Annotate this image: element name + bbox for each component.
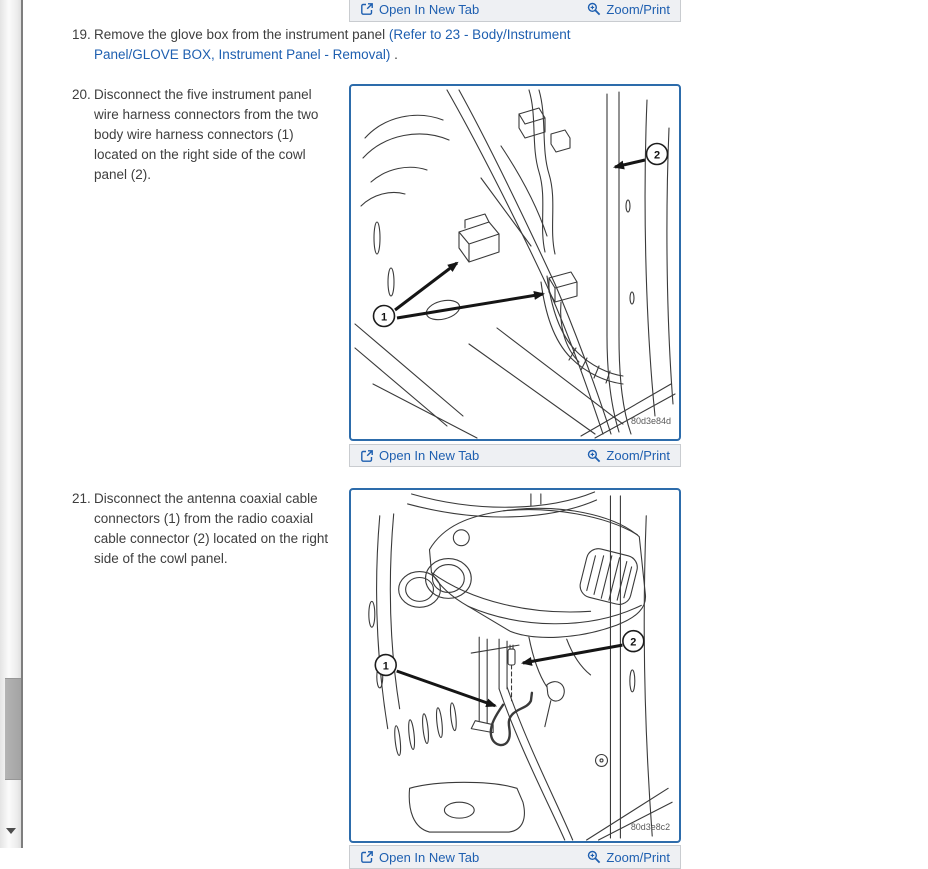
step-20	[72, 85, 326, 185]
step-21	[72, 489, 346, 569]
step-text	[72, 25, 617, 65]
zoom-in-icon	[587, 449, 601, 463]
open-in-new-tab-label: Open In New Tab	[379, 1, 480, 17]
figure-cowl-harness-connectors	[349, 84, 681, 441]
zoom-print-label: Zoom/Print	[606, 1, 670, 17]
zoom-print-link[interactable]	[587, 2, 670, 17]
refer-to-link[interactable]: (Refer to 23 - Body/Instrument Panel/GLOVE BOX, Instrument Panel - Removal)	[94, 27, 571, 62]
vertical-scrollbar[interactable]	[0, 0, 23, 848]
step-number: 19.	[72, 27, 91, 42]
step-19	[72, 25, 617, 65]
scrollbar-down-arrow[interactable]	[6, 828, 16, 834]
open-in-new-tab-icon	[360, 449, 374, 463]
open-in-new-tab-icon	[360, 850, 374, 864]
cowl-harness-illustration	[351, 86, 679, 439]
step-19-text: Remove the glove box from the instrument panel	[94, 27, 389, 42]
zoom-in-icon	[587, 850, 601, 864]
figure-toolbar-top	[349, 0, 681, 22]
zoom-print-label: Zoom/Print	[606, 448, 670, 463]
figure-code: 80d3e8c2	[630, 822, 671, 833]
figure-code: 80d3e84d	[630, 416, 671, 426]
callout-2-label: 2	[653, 149, 661, 162]
zoom-print-link[interactable]	[587, 850, 670, 865]
callout-2-label: 2	[630, 636, 637, 649]
scrollbar-thumb[interactable]	[5, 678, 21, 780]
figure-callouts	[375, 631, 643, 676]
zoom-print-link[interactable]	[587, 448, 670, 463]
zoom-in-icon	[587, 2, 601, 16]
figure-antenna-coax-connectors	[349, 488, 681, 843]
callout-1-label: 1	[380, 311, 388, 324]
antenna-coax-illustration	[351, 490, 679, 841]
step-19-suffix: .	[390, 47, 398, 62]
step-20-text: Disconnect the five instrument panel wire harness connectors from the two body wire harness connectors (1) located on the right side of the cowl panel (2).	[94, 87, 319, 182]
step-21-text: Disconnect the antenna coaxial cable connectors (1) from the radio coaxial cable connector (2) located on the right side of the cowl panel.	[94, 491, 329, 566]
figure-toolbar-bottom	[349, 845, 681, 869]
figure-toolbar-middle	[349, 444, 681, 467]
open-in-new-tab-link[interactable]	[360, 850, 479, 865]
open-in-new-tab-link[interactable]	[360, 2, 479, 17]
step-number: 21.	[72, 491, 91, 506]
step-number: 20.	[72, 87, 91, 102]
open-in-new-tab-link[interactable]	[360, 448, 479, 463]
callout-1-label: 1	[382, 660, 389, 673]
open-in-new-tab-label: Open In New Tab	[379, 849, 480, 865]
open-in-new-tab-label: Open In New Tab	[379, 448, 480, 463]
open-in-new-tab-icon	[360, 2, 374, 16]
zoom-print-label: Zoom/Print	[606, 849, 670, 865]
